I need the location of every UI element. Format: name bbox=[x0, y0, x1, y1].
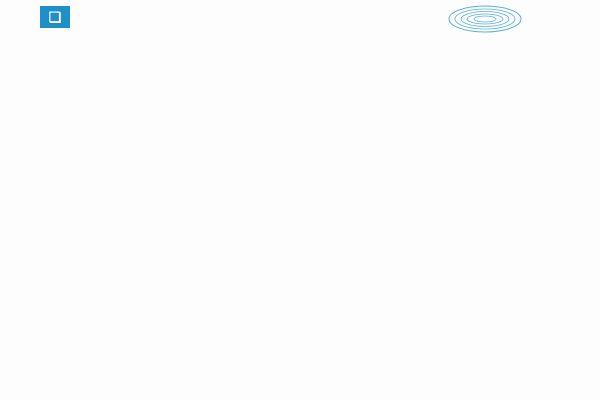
brand-logo-icon bbox=[445, 4, 525, 36]
nvm-logo bbox=[40, 6, 76, 38]
nvm-logo-icon: ❏ bbox=[40, 6, 70, 28]
